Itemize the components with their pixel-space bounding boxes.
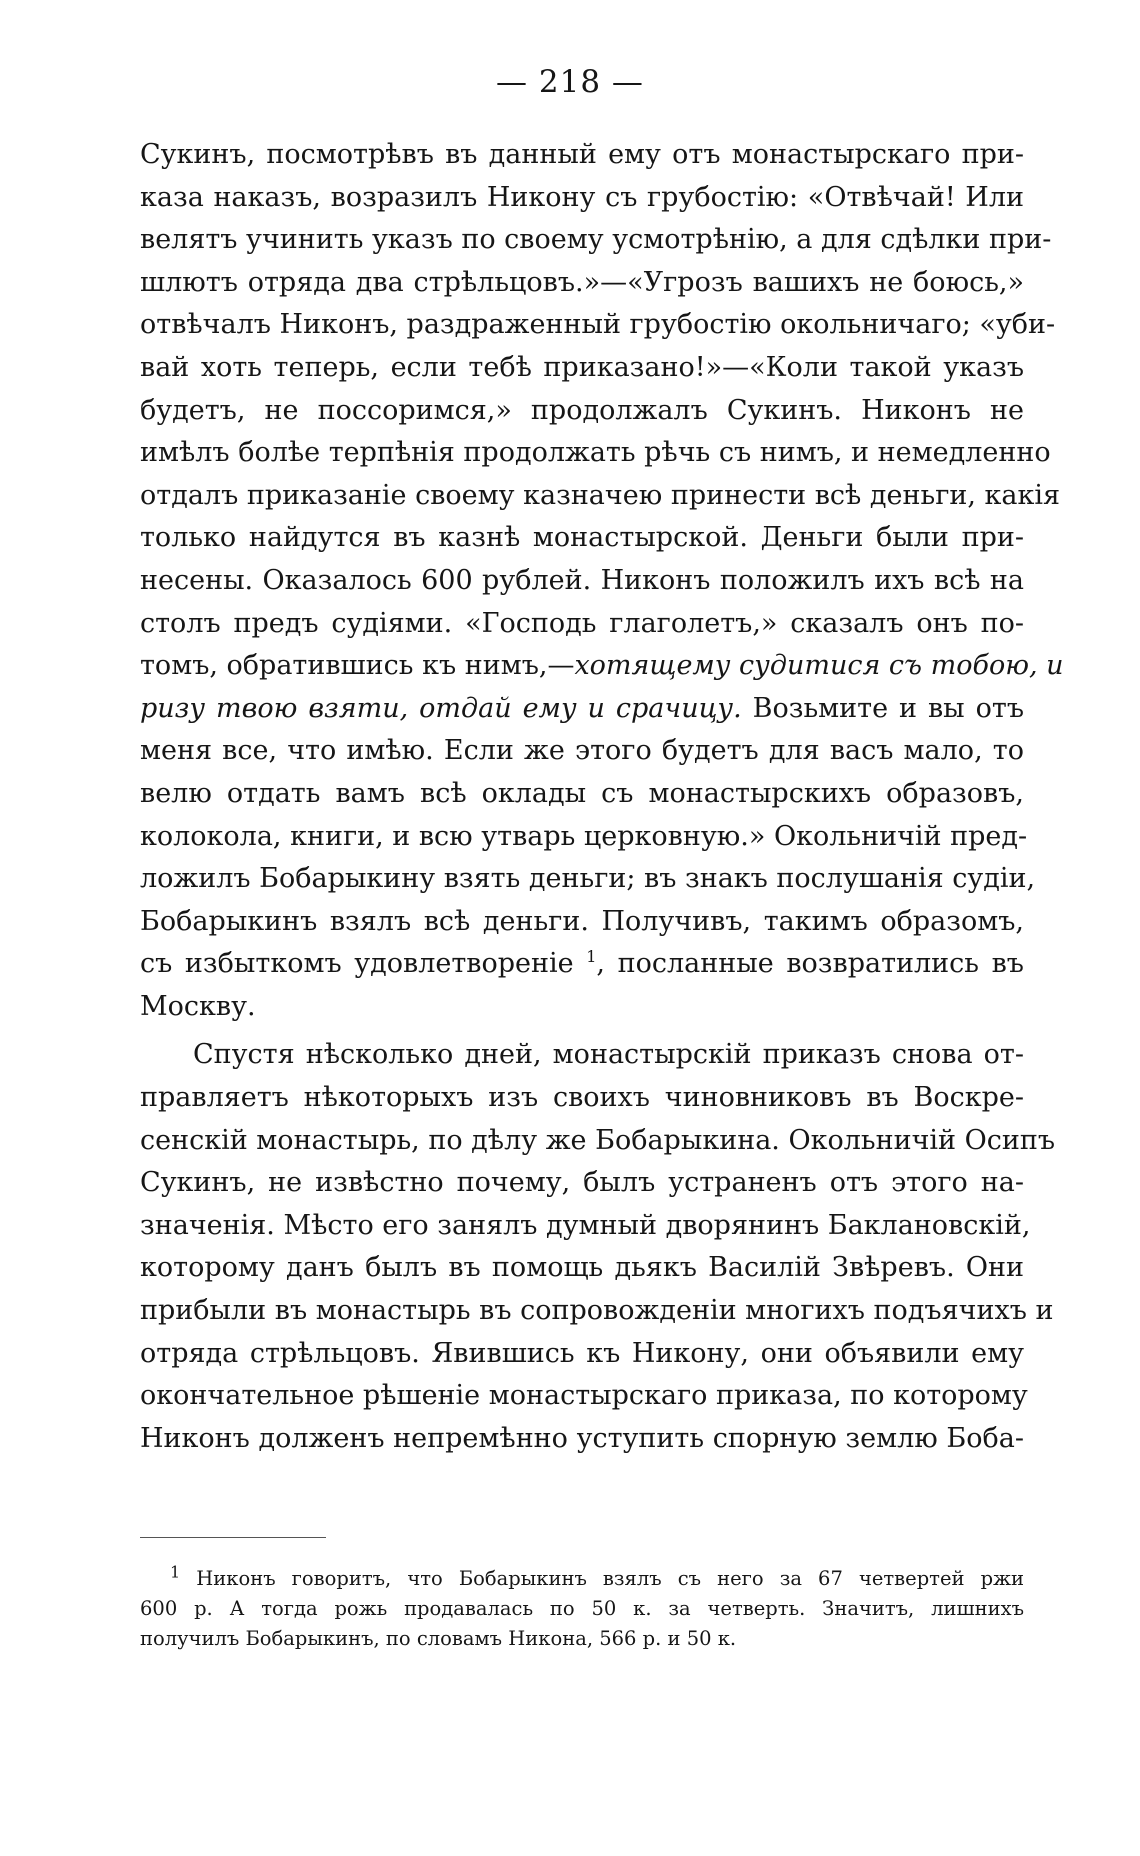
text-line: Спустя нѣсколько дней, монастырскій приказъ снова от- xyxy=(193,1039,1024,1071)
text-run: Возьмите и вы отъ xyxy=(741,692,1025,724)
text-line: будетъ, не поссоримся,» продолжалъ Сукинъ. Никонъ не xyxy=(140,394,1024,426)
text-line: отдалъ приказаніе своему казначею принести всѣ деньги, какія xyxy=(140,479,1061,511)
text-line: Бобарыкинъ взялъ всѣ деньги. Получивъ, такимъ образомъ, xyxy=(140,905,1024,937)
text-line: имѣлъ болѣе терпѣнія продолжать рѣчь съ нимъ, и немедленно xyxy=(140,437,1051,469)
text-line xyxy=(140,688,1024,731)
footnote-reference[interactable]: 1 xyxy=(586,947,597,967)
text-line: велятъ учинить указъ по своему усмотрѣнію, а для сдѣлки при- xyxy=(140,224,1052,256)
text-run: Никонъ говоритъ, что Бобарыкинъ взялъ съ него за 67 четвертей ржи xyxy=(180,1567,1024,1590)
text-line: окончательное рѣшеніе монастырскаго приказа, по которому xyxy=(140,1380,1028,1412)
text-line: правляетъ нѣкоторыхъ изъ своихъ чиновниковъ въ Воскре- xyxy=(140,1082,1024,1114)
text-line xyxy=(140,645,1064,688)
body-text xyxy=(140,134,1064,1460)
text-line: Сукинъ, посмотрѣвъ въ данный ему отъ монастырскаго при- xyxy=(140,139,1024,170)
text-line: отвѣчалъ Никонъ, раздраженный грубостію окольничаго; «уби- xyxy=(140,309,1056,341)
footnote-number: 1 xyxy=(170,1562,181,1582)
text-line: велю отдать вамъ всѣ оклады съ монастырскихъ образовъ, xyxy=(140,777,1024,809)
paragraph xyxy=(140,1034,1056,1460)
text-line: столъ предъ судіями. «Господь глаголетъ,» сказалъ онъ по- xyxy=(140,607,1024,639)
text-line xyxy=(140,943,1024,986)
text-run: , посланные возвратились въ xyxy=(596,948,1024,980)
text-line: которому данъ былъ въ помощь дьякъ Василій Звѣревъ. Они xyxy=(140,1252,1024,1284)
text-line: прибыли въ монастырь въ сопровожденіи многихъ подъячихъ и xyxy=(140,1295,1054,1327)
page-number: — 218 — xyxy=(496,64,644,100)
footnote-line xyxy=(140,1564,1024,1594)
text-line: несены. Оказалось 600 рублей. Никонъ положилъ ихъ всѣ на xyxy=(140,564,1024,596)
footnote-line: 600 р. А тогда рожь продавалась по 50 к. за четверть. Значитъ, лишнихъ xyxy=(140,1597,1024,1620)
footnote xyxy=(140,1564,1024,1654)
text-line: только найдутся въ казнѣ монастырской. Деньги были при- xyxy=(140,522,1024,554)
text-line: каза наказъ, возразилъ Никону съ грубостію: «Отвѣчай! Или xyxy=(140,181,1024,213)
text-line: Никонъ долженъ непремѣнно уступить спорную землю Боба- xyxy=(140,1422,1024,1454)
footnote-line: получилъ Бобарыкинъ, по словамъ Никона, 566 р. и 50 к. xyxy=(140,1627,737,1650)
text-line: ложилъ Бобарыкину взять деньги; въ знакъ послушанія судіи, xyxy=(140,863,1036,895)
paragraph xyxy=(140,134,1064,1028)
footnote-separator xyxy=(140,1537,326,1538)
text-line: отряда стрѣльцовъ. Явившись къ Никону, они объявили ему xyxy=(140,1337,1024,1369)
text-line: Сукинъ, не извѣстно почему, былъ устраненъ отъ этого на- xyxy=(140,1167,1024,1199)
text-run: съ избыткомъ удовлетвореніе xyxy=(140,948,587,980)
text-line: Москву. xyxy=(140,990,256,1022)
scripture-quote: хотящему судитися съ тобою, и xyxy=(574,650,1064,682)
text-run: томъ, обратившись къ нимъ,— xyxy=(140,650,575,682)
text-line: колокола, книги, и всю утварь церковную.» Окольничій пред- xyxy=(140,820,1028,852)
text-line: значенія. Мѣсто его занялъ думный дворянинъ Баклановскій, xyxy=(140,1209,1031,1241)
text-line: вай хоть теперь, если тебѣ приказано!»—«Коли такой указъ xyxy=(140,351,1024,383)
text-line: сенскій монастырь, по дѣлу же Бобарыкина. Окольничій Осипъ xyxy=(140,1124,1056,1156)
text-line: меня все, что имѣю. Если же этого будетъ для васъ мало, то xyxy=(140,735,1024,767)
scripture-quote: ризу твою взяти, отдай ему и срачицу. xyxy=(140,692,742,724)
text-line: шлютъ отряда два стрѣльцовъ.»—«Угрозъ вашихъ не боюсь,» xyxy=(140,266,1024,298)
